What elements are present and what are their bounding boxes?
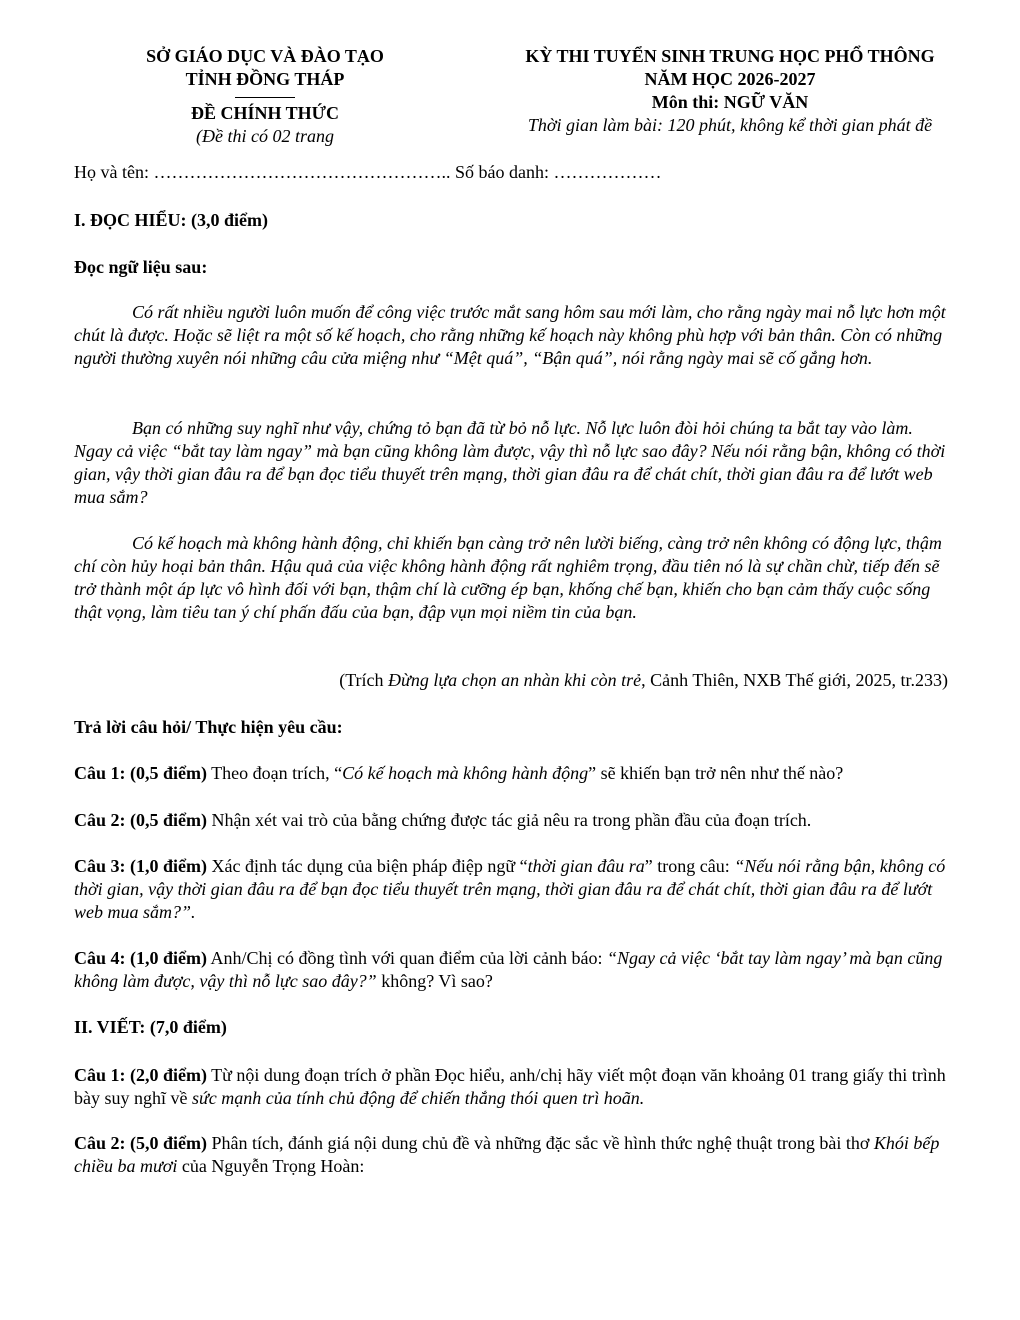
source-prefix: (Trích: [339, 670, 389, 690]
w1-topic: sức mạnh của tính chủ động để chiến thắng thói quen trì hoãn.: [191, 1088, 645, 1108]
q4-text-a: Anh/Chị có đồng tình với quan điểm của lời cảnh báo:: [207, 948, 607, 968]
q2-text: Nhận xét vai trò của bằng chứng được tác giả nêu ra trong phần đầu của đoạn trích.: [207, 810, 812, 830]
exam-title: KỲ THI TUYỂN SINH TRUNG HỌC PHỔ THÔNG: [525, 46, 935, 66]
reading-prompt: Đọc ngữ liệu sau:: [74, 257, 208, 277]
question-4: [74, 947, 946, 993]
official-label: ĐỀ CHÍNH THỨC: [190, 103, 340, 123]
q3-label: Câu 3: (1,0 điểm): [74, 856, 207, 876]
q1-text-b: ” sẽ khiến bạn trở nên như thế nào?: [588, 763, 844, 783]
q4-text-b: không? Vì sao?: [376, 971, 493, 991]
w2-poem-title: Khói bếp chiều ba mươi: [74, 1133, 940, 1176]
reading-section-heading: I. ĐỌC HIỂU: (3,0 điểm): [74, 210, 268, 230]
pages-note: (Đề thi có 02 trang: [196, 126, 334, 146]
header-right: [480, 45, 980, 137]
duration-line: Thời gian làm bài: 120 phút, không kể thời gian phát đề: [527, 115, 933, 135]
w1-text: Từ nội dung đoạn trích ở phần Đọc hiểu, anh/chị hãy viết một đoạn văn khoảng 01 trang giấy thi trình bày suy nghĩ về: [74, 1065, 946, 1108]
passage-paragraph-2: Bạn có những suy nghĩ như vậy, chứng tỏ bạn đã từ bỏ nỗ lực. Nỗ lực luôn đòi hỏi chúng ta bắt tay vào làm. Ngay cả việc “bắt tay làm ngay” mà bạn cũng không làm được, vậy thì nỗ lực sao đây? Nếu nói rằng bận, không có thời gian, vậy thời gian đâu ra để bạn đọc tiểu thuyết trên mạng, thời gian đâu ra để chát chít, thời gian đâu ra để lướt web mua sắm?: [74, 418, 946, 507]
w2-text-a: Phân tích, đánh giá nội dung chủ đề và những đặc sắc về hình thức nghệ thuật trong bài thơ: [207, 1133, 874, 1153]
q1-label: Câu 1: (0,5 điểm): [74, 763, 207, 783]
w1-label: Câu 1: (2,0 điểm): [74, 1065, 207, 1085]
q3-quote: “Nếu nói rằng bận, không có thời gian, vậy thời gian đâu ra để bạn đọc tiểu thuyết trên mạng, thời gian đâu ra để chát chít, thời gian đâu ra để lướt web mua sắm?”.: [74, 856, 946, 922]
header-left: [110, 45, 420, 148]
passage-paragraph-3: Có kế hoạch mà không hành động, chỉ khiến bạn càng trở nên lười biếng, càng trở nên không có động lực, thậm chí còn hủy hoại bản thân. Hậu quả của việc không hành động rất nghiêm trọng, đầu tiên nó là sự chần chừ, tiếp đến sẽ trở thành một áp lực vô hình đối với bạn, thậm chí là cưỡng ép bạn, khống chế bạn, khiến cho bạn cảm thấy cuộc sống thật vọng, làm tiêu tan ý chí phấn đấu của bạn, đập vụn mọi niềm tin của bạn.: [74, 533, 942, 622]
q3-text-a: Xác định tác dụng của biện pháp điệp ngữ “: [207, 856, 528, 876]
province-name: TỈNH ĐỒNG THÁP: [185, 69, 345, 89]
q2-label: Câu 2: (0,5 điểm): [74, 810, 207, 830]
source-book-title: Đừng lựa chọn an nhàn khi còn trẻ: [388, 670, 642, 690]
q3-text-b: ” trong câu:: [644, 856, 735, 876]
subject-line: Môn thi: NGỮ VĂN: [651, 92, 809, 112]
questions-heading: Trả lời câu hỏi/ Thực hiện yêu cầu:: [74, 717, 343, 737]
source-suffix: , Cảnh Thiên, NXB Thế giới, 2025, tr.233): [641, 670, 948, 690]
department-name: SỞ GIÁO DỤC VÀ ĐÀO TẠO: [146, 46, 384, 66]
school-year: NĂM HỌC 2026-2027: [644, 69, 816, 89]
passage-paragraph-1: Có rất nhiều người luôn muốn để công việc trước mắt sang hôm sau mới làm, cho rằng ngày mai nỗ lực hơn một chút là được. Hoặc sẽ liệt ra một số kế hoạch, cho rằng những kế hoạch này không phù hợp với bản thân. Còn có những người thường xuyên nói những câu cửa miệng như “Mệt quá”, “Bận quá”, nói rằng ngày mai sẽ cố gắng hơn.: [74, 302, 946, 368]
question-2: [74, 809, 946, 832]
question-1: [74, 762, 946, 785]
q4-label: Câu 4: (1,0 điểm): [74, 948, 207, 968]
header-divider: [235, 97, 295, 98]
candidate-info-line: Họ và tên: ………………………………………….. Số báo danh: ………………: [74, 162, 662, 182]
writing-question-2: [74, 1132, 946, 1178]
w2-label: Câu 2: (5,0 điểm): [74, 1133, 207, 1153]
q1-text-a: Theo đoạn trích, “: [207, 763, 343, 783]
q4-quote: “Ngay cả việc ‘bắt tay làm ngay’ mà bạn cũng không làm được, vậy thì nỗ lực sao đây?”: [74, 948, 943, 991]
q1-quote: Có kế hoạch mà không hành động: [342, 763, 589, 783]
writing-section-heading: II. VIẾT: (7,0 điểm): [74, 1017, 227, 1037]
question-3: [74, 855, 946, 924]
writing-question-1: [74, 1064, 946, 1110]
q3-term: thời gian đâu ra: [527, 856, 645, 876]
w2-text-b: của Nguyễn Trọng Hoàn:: [177, 1156, 365, 1176]
passage-source: [339, 669, 948, 692]
